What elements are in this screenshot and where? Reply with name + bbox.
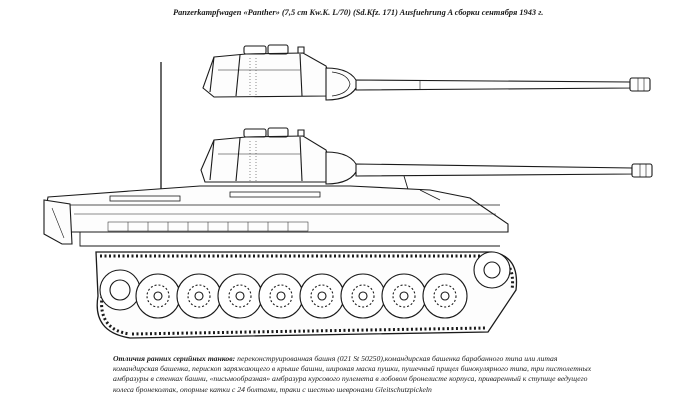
caption-body: переконструированная башня (021 St 50250),командирская башенка барабанного типа или литая командирская башенка, перископ заряжающего в крыше башни, широкая маска пушки, пушечный прицел бинокулярного типа, три пистолетных амбразуры в стенках башни, «письмообразная» амбразура курсового пулемета в лобовом бронелисте корпуса, приваренный к ступице ведущего колеса бронеколпак, опорные катки с 24 болтами, траки с шестью шевронами Gleitschutzpickeln	[113, 354, 592, 394]
tank-side-view	[44, 62, 652, 338]
document-caption	[113, 354, 599, 395]
document-title: Panzerkampfwagen «Panther» (7,5 cm Kw.K. L/70) (Sd.Kfz. 171) Ausfuehrung A сборки сентября 1943 г.	[173, 8, 544, 17]
caption-lead: Отличия ранних серийных танков:	[113, 354, 236, 363]
turret-upper-view	[203, 45, 650, 100]
